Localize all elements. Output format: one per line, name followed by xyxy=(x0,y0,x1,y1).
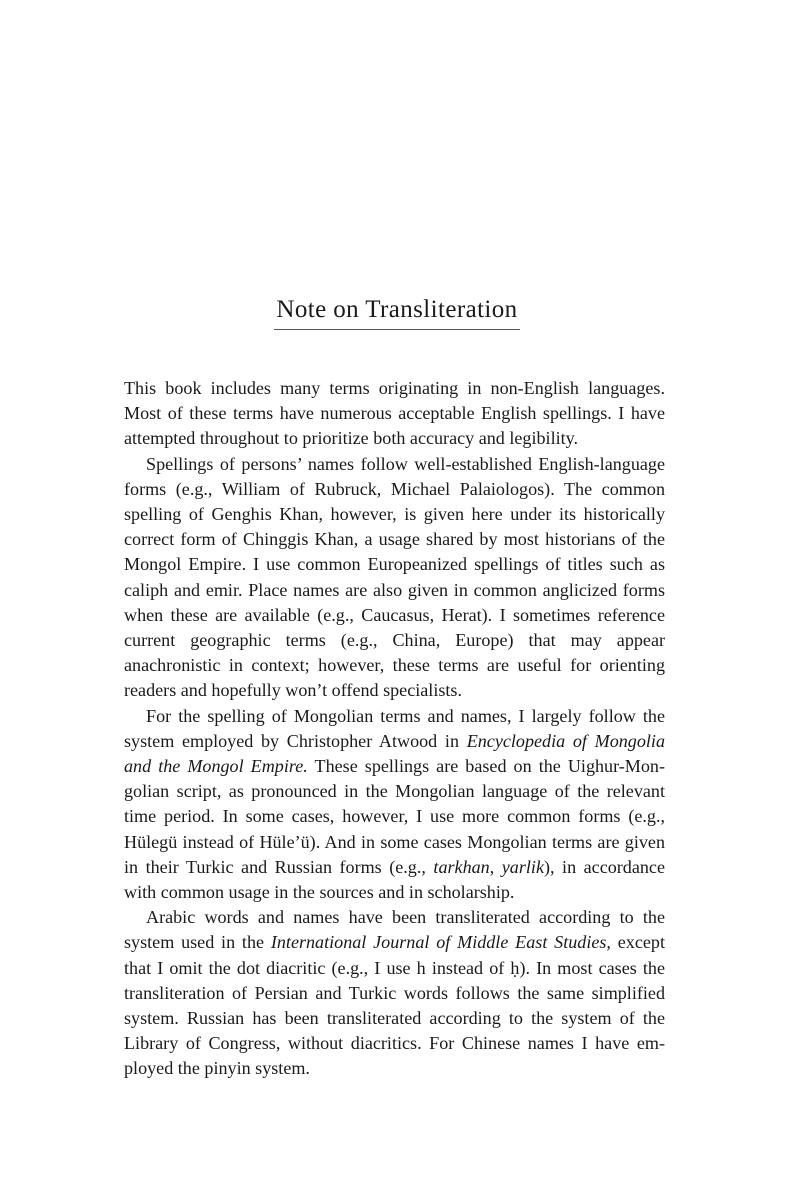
page-title: Note on Transliteration xyxy=(274,295,519,330)
paragraph-text: This book includes many terms originating in non-English languages. Most of these terms have numerous acceptable English spellings. I have attempted throughout to prioritize both accuracy and legibility. xyxy=(124,378,665,449)
journal-title-italic: International Journal of Middle East Studies, xyxy=(270,932,611,953)
book-title-italic: Encyclopedia of Mongolia and the Mongol Empire. xyxy=(124,730,665,777)
body-text xyxy=(124,376,665,1082)
paragraph-text: Spellings of persons’ names follow well-established English-language forms (e.g., William of Rubruck, Michael Palaiologos). The common spelling of Genghis Khan, however, is given here under its historically correct form of Chinggis Khan, a usage shared by most historians of the Mongol Empire. I use common Europeanized spellings of titles such as caliph and emir. Place names are also given in common anglicized forms when these are available (e.g., Caucasus, Herat). I sometimes reference current geographic terms (e.g., China, Europe) that may appear anachronistic in context; however, these terms are useful for orienting readers and hopefully won’t offend specialists. xyxy=(124,453,665,701)
paragraph-text: ), in accordance with common usage in the sources and in scholarship. xyxy=(124,856,665,903)
paragraph-1 xyxy=(124,376,665,452)
paragraph-3 xyxy=(124,704,665,906)
paragraph-text: These spellings are based on the Uighur-Mongolian script, as pronounced in the Mongolian language of the relevant time period. In some cases, however, I use more common forms (e.g., Hülegü instead of Hüle’ü). And in some cases Mongolian terms are given in their Turkic and Russian forms (e.g., xyxy=(124,756,665,877)
title-container xyxy=(0,295,794,330)
paragraph-4 xyxy=(124,905,665,1081)
term-italic: yarlik xyxy=(501,856,544,877)
paragraph-text: , xyxy=(489,856,502,877)
paragraph-text: Arabic words and names have been transliterated according to the system used in the xyxy=(124,907,665,953)
paragraph-text: except that I omit the dot diacritic (e.g., I use h instead of ḥ). In most cases the transliteration of Persian and Turkic words follows the same simplified system. Russian has been transliterated according to the system of the Library of Congress, without diacritics. For Chinese names I have employed the pinyin system. xyxy=(124,932,665,1079)
paragraph-2 xyxy=(124,452,665,704)
term-italic: tarkhan xyxy=(433,856,490,877)
paragraph-text: For the spelling of Mongolian terms and names, I largely follow the system employed by Christopher Atwood in xyxy=(124,705,665,751)
